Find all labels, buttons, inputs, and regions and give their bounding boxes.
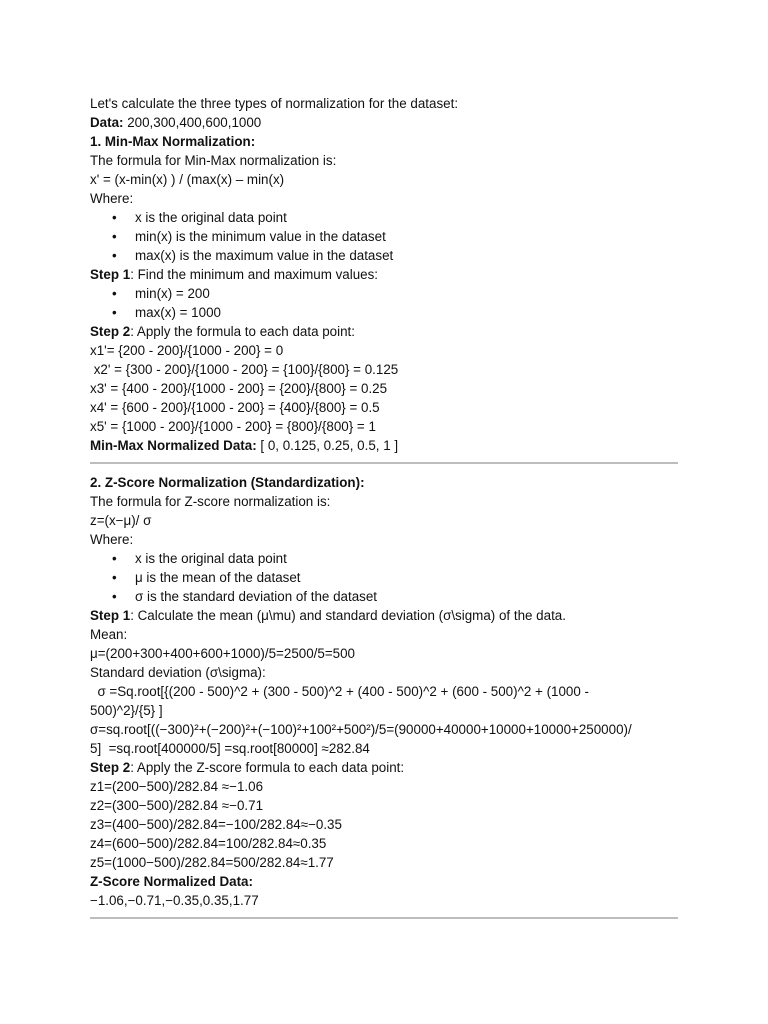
list-item: • max(x) = 1000	[112, 305, 221, 320]
zscore-formula: z=(x−μ)/ σ	[90, 513, 152, 528]
zscore-std-label: Standard deviation (σ\sigma):	[90, 665, 266, 680]
bullet-icon: •	[112, 305, 117, 320]
list-item: • min(x) is the minimum value in the dataset	[112, 229, 386, 244]
zscore-step1: Step 1: Calculate the mean (μ\mu) and standard deviation (σ\sigma) of the data.	[90, 608, 566, 623]
zscore-calc-2: z2=(300−500)/282.84 ≈−0.71	[90, 798, 264, 813]
minmax-where: Where:	[90, 191, 134, 206]
zscore-std-line-1: σ =Sq.root[{(200 - 500)^2 + (300 - 500)^2 + (400 - 500)^2 + (600 - 500)^2 + (1000 -	[90, 684, 590, 699]
minmax-calc-2: x2' = {300 - 200}/{1000 - 200} = {100}/{800} = 0.125	[90, 362, 399, 377]
zscore-calc-5: z5=(1000−500)/282.84=500/282.84≈1.77	[90, 855, 334, 870]
list-item: • σ is the standard deviation of the dataset	[112, 589, 378, 604]
minmax-formula: x' = (x-min(x) ) / (max(x) – min(x)	[90, 172, 285, 187]
minmax-calc-3: x3' = {400 - 200}/{1000 - 200} = {200}/{800} = 0.25	[90, 381, 388, 396]
zscore-result-label: Z-Score Normalized Data:	[90, 874, 253, 889]
minmax-calc-4: x4' = {600 - 200}/{1000 - 200} = {400}/{800} = 0.5	[90, 400, 380, 415]
divider	[90, 917, 678, 919]
data-values: 200,300,400,600,1000	[123, 115, 262, 130]
bullet-icon: •	[112, 286, 117, 301]
zscore-calc-4: z4=(600−500)/282.84=100/282.84≈0.35	[90, 836, 327, 851]
zscore-std-line-4: 5] =sq.root[400000/5] =sq.root[80000] ≈282.84	[90, 741, 370, 756]
zscore-std-line-3: σ=sq.root[((−300)²+(−200)²+(−100)²+100²+500²)/5=(90000+40000+10000+10000+250000)/	[90, 722, 632, 737]
bullet-icon: •	[112, 248, 117, 263]
document-page	[90, 94, 680, 928]
minmax-calc-1: x1'= {200 - 200}/{1000 - 200} = 0	[90, 343, 284, 358]
zscore-where-list	[90, 549, 680, 606]
bullet-icon: •	[112, 570, 117, 585]
list-item: • max(x) is the maximum value in the dataset	[112, 248, 394, 263]
minmax-step1: Step 1: Find the minimum and maximum values:	[90, 267, 378, 282]
data-line	[90, 113, 680, 132]
zscore-calc-1: z1=(200−500)/282.84 ≈−1.06	[90, 779, 264, 794]
minmax-step2: Step 2: Apply the formula to each data point:	[90, 324, 355, 339]
minmax-result: Min-Max Normalized Data: [ 0, 0.125, 0.25, 0.5, 1 ]	[90, 438, 399, 453]
zscore-mean-label: Mean:	[90, 627, 128, 642]
zscore-calc-3: z3=(400−500)/282.84=−100/282.84≈−0.35	[90, 817, 342, 832]
zscore-formula-intro: The formula for Z-score normalization is:	[90, 494, 331, 509]
data-label: Data:	[90, 115, 124, 130]
intro-text: Let's calculate the three types of normalization for the dataset:	[90, 96, 459, 111]
minmax-calc-5: x5' = {1000 - 200}/{1000 - 200} = {800}/{800} = 1	[90, 419, 376, 434]
list-item: • x is the original data point	[112, 551, 287, 566]
bullet-icon: •	[112, 551, 117, 566]
bullet-icon: •	[112, 210, 117, 225]
zscore-heading: 2. Z-Score Normalization (Standardization):	[90, 475, 365, 490]
minmax-heading: 1. Min-Max Normalization:	[90, 134, 256, 149]
zscore-step2: Step 2: Apply the Z-score formula to each data point:	[90, 760, 405, 775]
zscore-result-value: −1.06,−0.71,−0.35,0.35,1.77	[90, 893, 259, 908]
bullet-icon: •	[112, 589, 117, 604]
zscore-std-line-2: 500)^2}/{5} ]	[90, 703, 163, 718]
list-item: • min(x) = 200	[112, 286, 210, 301]
zscore-mean-calc: μ=(200+300+400+600+1000)/5=2500/5=500	[90, 646, 355, 661]
minmax-formula-intro: The formula for Min-Max normalization is:	[90, 153, 337, 168]
bullet-icon: •	[112, 229, 117, 244]
divider	[90, 462, 678, 464]
minmax-step1-list	[90, 284, 680, 322]
list-item: • x is the original data point	[112, 210, 287, 225]
minmax-where-list	[90, 208, 680, 265]
zscore-where: Where:	[90, 532, 134, 547]
list-item: • μ is the mean of the dataset	[112, 570, 301, 585]
